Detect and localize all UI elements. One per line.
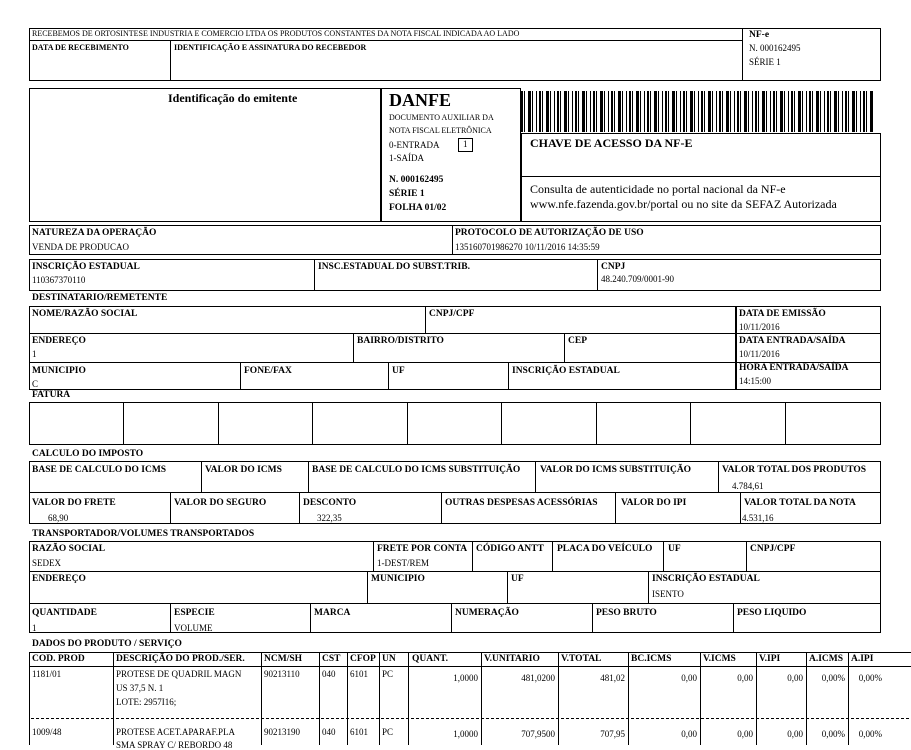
discount-value: 322,35 (317, 513, 342, 523)
quantity-label: QUANTIDADE (32, 608, 97, 618)
note-total-label: VALOR TOTAL DA NOTA (744, 498, 856, 508)
recipient-cep-label: CEP (568, 336, 587, 346)
divider (596, 402, 597, 445)
danfe-line2: NOTA FISCAL ELETRÔNICA (389, 126, 492, 135)
receipt-text: RECEBEMOS DE ORTOSINTESE INDUSTRIA E COMERCIO LTDA OS PRODUTOS CONSTANTES DA NOTA FISCAL INDICADA AO LADO (32, 29, 520, 38)
row1-vicms: 0,00 (737, 673, 753, 683)
antt-label: CÓDIGO ANTT (476, 544, 544, 554)
divider (170, 40, 171, 81)
row2-quant: 1,0000 (453, 729, 478, 739)
issue-date: 10/11/2016 (739, 322, 780, 332)
recipient-name-label: NOME/RAZÃO SOCIAL (32, 309, 138, 319)
divider (785, 402, 786, 445)
col-header-un: UN (382, 654, 396, 664)
ie-st-label: INSC.ESTADUAL DO SUBST.TRIB. (318, 262, 470, 272)
row2-un: PC (382, 727, 394, 737)
carrier-uf2-label: UF (511, 574, 524, 584)
in-out-time-label: HORA ENTRADA/SAÍDA (739, 363, 849, 373)
issuer-block (29, 88, 381, 222)
numbering-label: NUMERAÇÃO (455, 608, 519, 618)
divider (615, 492, 616, 524)
gross-weight-label: PESO BRUTO (596, 608, 657, 618)
row1-cfop: 6101 (350, 669, 368, 679)
row1-quant: 1,0000 (453, 673, 478, 683)
products-total: 4.784,61 (732, 481, 764, 491)
products-section-title: DADOS DO PRODUTO / SERVIÇO (32, 639, 182, 649)
divider (736, 333, 881, 334)
receipt-signature-label: IDENTIFICAÇÃO E ASSINATURA DO RECEBEDOR (174, 43, 367, 52)
other-expenses-label: OUTRAS DESPESAS ACESSÓRIAS (445, 498, 598, 508)
insurance-label: VALOR DO SEGURO (174, 498, 267, 508)
divider (379, 652, 380, 745)
carrier-city-label: MUNICIPIO (371, 574, 425, 584)
row2-desc-1: PROTESE ACET.APARAF.PLA (116, 727, 236, 737)
divider (451, 603, 452, 633)
freight-by: 1-DEST/REM (377, 558, 430, 568)
row1-desc-3: LOTE: 2957I16; (116, 697, 177, 707)
row1-desc-2: US 37,5 N. 1 (116, 683, 164, 693)
danfe-title: DANFE (389, 90, 451, 110)
divider (648, 571, 649, 603)
row1-vipi: 0,00 (787, 673, 803, 683)
col-header-aicms: A.ICMS (809, 654, 844, 664)
divider (319, 652, 320, 745)
row2-cod: 1009/48 (32, 727, 62, 737)
divider (261, 652, 262, 745)
divider (123, 402, 124, 445)
col-header-desc: DESCRIÇÃO DO PROD./SER. (116, 654, 245, 664)
nature-value: VENDA DE PRODUCAO (32, 242, 130, 252)
divider (347, 652, 348, 745)
divider (373, 541, 374, 571)
recipient-section-title: DESTINATARIO/REMETENTE (32, 293, 168, 303)
divider (29, 652, 30, 745)
in-out-date: 10/11/2016 (739, 349, 780, 359)
carrier-section-title: TRANSPORTADOR/VOLUMES TRANSPORTADOS (32, 529, 255, 539)
issue-date-label: DATA DE EMISSÃO (739, 309, 826, 319)
divider (592, 603, 593, 633)
carrier-name-label: RAZÃO SOCIAL (32, 544, 106, 554)
recipient-cnpj-label: CNPJ/CPF (429, 309, 475, 319)
danfe-line1: DOCUMENTO AUXILIAR DA (389, 113, 494, 122)
divider (310, 603, 311, 633)
carrier-name: SEDEX (32, 558, 61, 568)
note-total: 4.531,16 (742, 513, 774, 523)
carrier-uf-label: UF (668, 544, 681, 554)
carrier-block (29, 541, 881, 633)
col-header-cst: CST (322, 654, 341, 664)
divider (388, 362, 389, 390)
invoice-block (29, 402, 881, 445)
divider (552, 541, 553, 571)
ie-label: INSCRIÇÃO ESTADUAL (32, 262, 140, 272)
issuer-label: Identificação do emitente (168, 91, 298, 105)
divider (367, 571, 368, 603)
recipient-uf-label: UF (392, 366, 405, 376)
divider (312, 402, 313, 445)
row1-cst: 040 (322, 669, 336, 679)
divider (314, 259, 315, 291)
col-header-vtotal: V.TOTAL (561, 654, 602, 664)
row1-cod: 1181/01 (32, 669, 62, 679)
row2-aipi: 0,00% (858, 729, 882, 739)
col-header-ncm: NCM/SH (264, 654, 302, 664)
net-weight-label: PESO LIQUIDO (737, 608, 807, 618)
receipt-date-label: DATA DE RECEBIMENTO (32, 43, 129, 52)
cnpj-label: CNPJ (601, 262, 626, 272)
icms-st-value-label: VALOR DO ICMS SUBSTITUIÇÃO (540, 465, 692, 475)
row1-desc-1: PROTESE DE QUADRIL MAGN (116, 669, 242, 679)
row1-aicms: 0,00% (821, 673, 845, 683)
danfe-saida: 1-SAÍDA (389, 153, 424, 163)
divider (299, 492, 300, 524)
recipient-city-label: MUNICIPIO (32, 366, 86, 376)
plate-label: PLACA DO VEÍCULO (557, 544, 653, 554)
row2-ncm: 90213190 (264, 727, 300, 737)
freight-label: VALOR DO FRETE (32, 498, 116, 508)
divider (29, 333, 736, 334)
row1-vtotal: 481,02 (600, 673, 625, 683)
species-label: ESPECIE (174, 608, 215, 618)
divider (29, 362, 736, 363)
ipi-label: VALOR DO IPI (621, 498, 687, 508)
row-separator (31, 718, 909, 719)
in-out-time: 14:15:00 (739, 376, 772, 386)
divider (29, 666, 911, 667)
row1-vunit: 481,0200 (521, 673, 555, 683)
freight-by-label: FRETE POR CONTA (377, 544, 468, 554)
col-header-cfop: CFOP (350, 654, 376, 664)
row2-desc-2: SMA SPRAY C/ REBORDO 48 (116, 740, 233, 750)
divider (740, 492, 741, 524)
danfe-entrada: 0-ENTRADA (389, 140, 440, 150)
danfe-series: SÉRIE 1 (389, 189, 425, 199)
row2-vunit: 707,9500 (521, 729, 555, 739)
divider (742, 28, 743, 81)
col-header-vicms: V.ICMS (703, 654, 736, 664)
species-value: VOLUME (174, 623, 213, 633)
divider (407, 402, 408, 445)
divider (29, 40, 742, 41)
recipient-phone-label: FONE/FAX (244, 366, 292, 376)
quantity-value: 1 (32, 623, 37, 633)
recipient-city: C (32, 379, 39, 389)
divider (201, 461, 202, 492)
row2-aicms: 0,00% (821, 729, 845, 739)
carrier-ie-label: INSCRIÇÃO ESTADUAL (652, 574, 760, 584)
col-header-bcicms: BC.ICMS (631, 654, 672, 664)
divider (170, 492, 171, 524)
row2-vtotal: 707,95 (600, 729, 625, 739)
discount-label: DESCONTO (303, 498, 357, 508)
danfe-number: N. 000162495 (389, 175, 444, 185)
divider (29, 492, 881, 493)
recipient-address: 1 (32, 349, 37, 359)
recipient-address-label: ENDEREÇO (32, 336, 86, 346)
divider (521, 176, 881, 177)
divider (29, 571, 881, 572)
divider (508, 362, 509, 390)
divider (308, 461, 309, 492)
divider (746, 541, 747, 571)
divider (663, 541, 664, 571)
icms-st-base-label: BASE DE CALCULO DO ICMS SUBSTITUIÇÃO (312, 465, 521, 475)
divider (425, 306, 426, 333)
divider (718, 461, 719, 492)
cnpj-value: 48.240.709/0001-90 (601, 274, 674, 284)
consulta-line2: www.nfe.fazenda.gov.br/portal ou no site da SEFAZ Autorizada (530, 197, 837, 211)
col-header-cod: COD. PROD (32, 654, 85, 664)
carrier-address-label: ENDEREÇO (32, 574, 86, 584)
access-key-label: CHAVE DE ACESSO DA NF-E (530, 136, 693, 150)
row2-cst: 040 (322, 727, 336, 737)
consulta-line1: Consulta de autenticidade no portal nacional da NF-e (530, 182, 786, 196)
divider (597, 259, 598, 291)
divider (240, 362, 241, 390)
divider (113, 652, 114, 745)
divider (218, 402, 219, 445)
col-header-quant: QUANT. (412, 654, 448, 664)
divider (472, 541, 473, 571)
carrier-ie: ISENTO (652, 589, 684, 599)
row2-vipi: 0,00 (787, 729, 803, 739)
protocol-label: PROTOCOLO DE AUTORIZAÇÃO DE USO (455, 228, 644, 238)
divider (452, 225, 453, 255)
nature-label: NATUREZA DA OPERAÇÃO (32, 228, 157, 238)
row1-un: PC (382, 669, 394, 679)
ie-value: 110367370110 (32, 275, 86, 285)
divider (733, 603, 734, 633)
divider (507, 571, 508, 603)
row2-cfop: 6101 (350, 727, 368, 737)
stub-nfe-label: NF-e (749, 30, 770, 40)
col-header-aipi: A.IPI (851, 654, 874, 664)
row2-bcicms: 0,00 (681, 729, 697, 739)
protocol-value: 135160701986270 10/11/2016 14:35:59 (455, 242, 600, 252)
divider (29, 652, 911, 653)
divider (690, 402, 691, 445)
col-header-vunit: V.UNITARIO (484, 654, 540, 664)
divider (29, 603, 881, 604)
divider (353, 333, 354, 362)
brand-label: MARCA (314, 608, 351, 618)
icms-base-label: BASE DE CALCULO DO ICMS (32, 465, 167, 475)
invoice-section-title: FATURA (32, 390, 71, 400)
divider (170, 603, 171, 633)
carrier-cnpj-label: CNPJ/CPF (750, 544, 796, 554)
recipient-district-label: BAIRRO/DISTRITO (357, 336, 444, 346)
row1-aipi: 0,00% (858, 673, 882, 683)
row1-ncm: 90213110 (264, 669, 300, 679)
icms-value-label: VALOR DO ICMS (205, 465, 282, 475)
row1-bcicms: 0,00 (681, 673, 697, 683)
divider (564, 333, 565, 362)
stub-number: N. 000162495 (749, 43, 801, 53)
row2-vicms: 0,00 (737, 729, 753, 739)
in-out-date-label: DATA ENTRADA/SAÍDA (739, 336, 846, 346)
divider (441, 492, 442, 524)
products-total-label: VALOR TOTAL DOS PRODUTOS (722, 465, 867, 475)
operation-type: 1 (463, 139, 468, 149)
divider (535, 461, 536, 492)
col-header-vipi: V.IPI (759, 654, 781, 664)
barcode (521, 91, 873, 132)
tax-section-title: CALCULO DO IMPOSTO (32, 449, 144, 459)
stub-series: SÉRIE 1 (749, 57, 781, 67)
divider (501, 402, 502, 445)
danfe-sheet: FOLHA 01/02 (389, 203, 447, 213)
recipient-ie-label: INSCRIÇÃO ESTADUAL (512, 366, 620, 376)
freight-value: 68,90 (48, 513, 69, 523)
